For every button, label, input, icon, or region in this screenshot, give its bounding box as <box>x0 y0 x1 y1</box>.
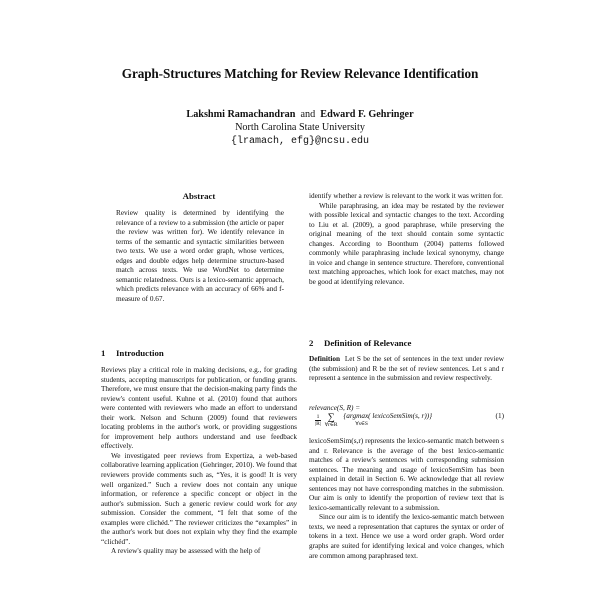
introduction-body <box>101 366 297 557</box>
definition-body <box>309 355 504 384</box>
intro-paragraph-2 <box>101 452 297 547</box>
author-email: {lramach, efg}@ncsu.edu <box>230 136 370 147</box>
definition-continued <box>309 437 504 561</box>
equation-rhs <box>315 412 434 428</box>
abstract-heading: Abstract <box>182 191 216 201</box>
fraction-denominator: |R| <box>315 420 321 427</box>
author-line <box>0 109 600 120</box>
section-heading-introduction <box>101 348 164 358</box>
section-heading-definition <box>309 338 411 348</box>
intro-p2-emphasis: any <box>286 499 297 508</box>
abstract-text: Review quality is determined by identifying the relevance of a review to a submission (the article or paper the review was written for). We identify relevance in terms of the semantic and syntactic similarities between two texts. We use a word order graph, whose vertices, edges and double edges help determine structure-based match across texts. We use WordNet to determine semantic relatedness. Ours is a lexico-semantic approach, which predicts relevance with an accuracy of 66% and f-measure of 0.67. <box>116 209 284 303</box>
section-number: 1 <box>101 348 106 358</box>
author-2: Edward F. Gehringer <box>320 109 414 120</box>
abstract-body <box>116 209 284 304</box>
argmax-body <box>343 412 432 428</box>
definition-text: Let S be the set of sentences in the text under review (the submission) and R be the set of review sentences. Let s and r represent a sentence in the submission and review respectively. <box>309 355 505 383</box>
relevance-equation <box>309 404 504 434</box>
equation-number: (1) <box>495 412 504 420</box>
abstract-heading-wrap <box>101 191 297 201</box>
right-paragraph-2: While paraphrasing, an idea may be restated by the reviewer with possible lexical and syntactic changes to the text. According to Liu et al. (2009), a good paraphrase, while preserving the original meaning of the text should contain some syntactic changes. According to Boonthum (2004) patterns followed commonly while paraphrasing include lexical synonymy, change in voice and change in sentence structure. Therefore, conventional text matching approaches, which look for exact matches, may not be good at identifying relevance. <box>309 201 504 286</box>
definition-paragraph-2: lexicoSemSim(s,r) represents the lexico-semantic match between s and r. Relevance is the average of the best lexico-semantic matches of a review's sentences with corresponding submission sentences. The meaning and usage of lexicoSemSim has been explained in detail in Section 6. We acknowledge that all review sentences may not have corresponding matches in the submission. Our aim is only to identify the proportion of review text that is lexico-semantically relevant to a submission. <box>309 437 504 512</box>
intro-p2-end: submission. Consider the comment, “I felt that some of the examples were clichéd.” The reviewer criticizes the “examples” in the author's work but does not explain why they find the example “clichéd”. <box>101 509 297 546</box>
sum-symbol-icon: ∑ <box>327 411 335 423</box>
intro-paragraph-3: A review's quality may be assessed with the help of <box>111 547 261 556</box>
right-paragraph-1: identify whether a review is relevant to the work it was written for. <box>309 192 503 200</box>
sum-subscript: ∀r∈R <box>324 421 338 428</box>
fraction-numerator: 1 <box>316 413 320 420</box>
summation <box>325 413 338 428</box>
equation-body: {argmax( lexicoSemSim(s, r))} <box>343 412 433 420</box>
section-title: Introduction <box>116 348 164 358</box>
paper-title: Graph-Structures Matching for Review Relevance Identification <box>121 66 479 81</box>
argmax-subscript: ∀s∈S <box>355 421 368 427</box>
author-conjunction: and <box>300 109 316 120</box>
section-number: 2 <box>309 338 314 348</box>
intro-p2-start: We investigated peer reviews from Expertiza, a web-based collaborative learning application (Gehringer, 2010). We found that reviewers provide comments such as, “Yes, it is good! It is very well organized.” Such a review does not contain any unique information, or reference a specific concept or object in the author's submission. Such a generic review could work for <box>101 451 297 508</box>
author-1: Lakshmi Ramachandran <box>186 109 296 120</box>
definition-paragraph-1 <box>309 355 504 384</box>
definition-label: Definition <box>309 355 341 363</box>
definition-paragraph-3: Since our aim is to identify the lexico-semantic match between texts, we need a representation that captures the syntax or order of tokens in a text. Hence we use a word order graph. Word order graphs are suited for identifying lexical and voice changes, which are common among paraphrased text. <box>309 513 504 560</box>
section-title: Definition of Relevance <box>324 338 412 348</box>
right-column-top <box>309 192 504 287</box>
equation-lhs: relevance(S, R) = <box>309 404 361 412</box>
intro-paragraph-1: Reviews play a critical role in making decisions, e.g., for grading students, accepting manuscripts for publication, or funding grants. Therefore, we must ensure that the decision-making party finds the review's content useful. Kuhne et al. (2010) found that authors were contented with reviewers who made an effort to understand their work. Nelson and Schunn (2009) found that reviewers locating problems in the author's work, or providing suggestions for improvement help authors understand and use feedback effectively. <box>101 366 297 451</box>
affiliation: North Carolina State University <box>235 122 365 133</box>
equation-fraction <box>315 414 321 427</box>
